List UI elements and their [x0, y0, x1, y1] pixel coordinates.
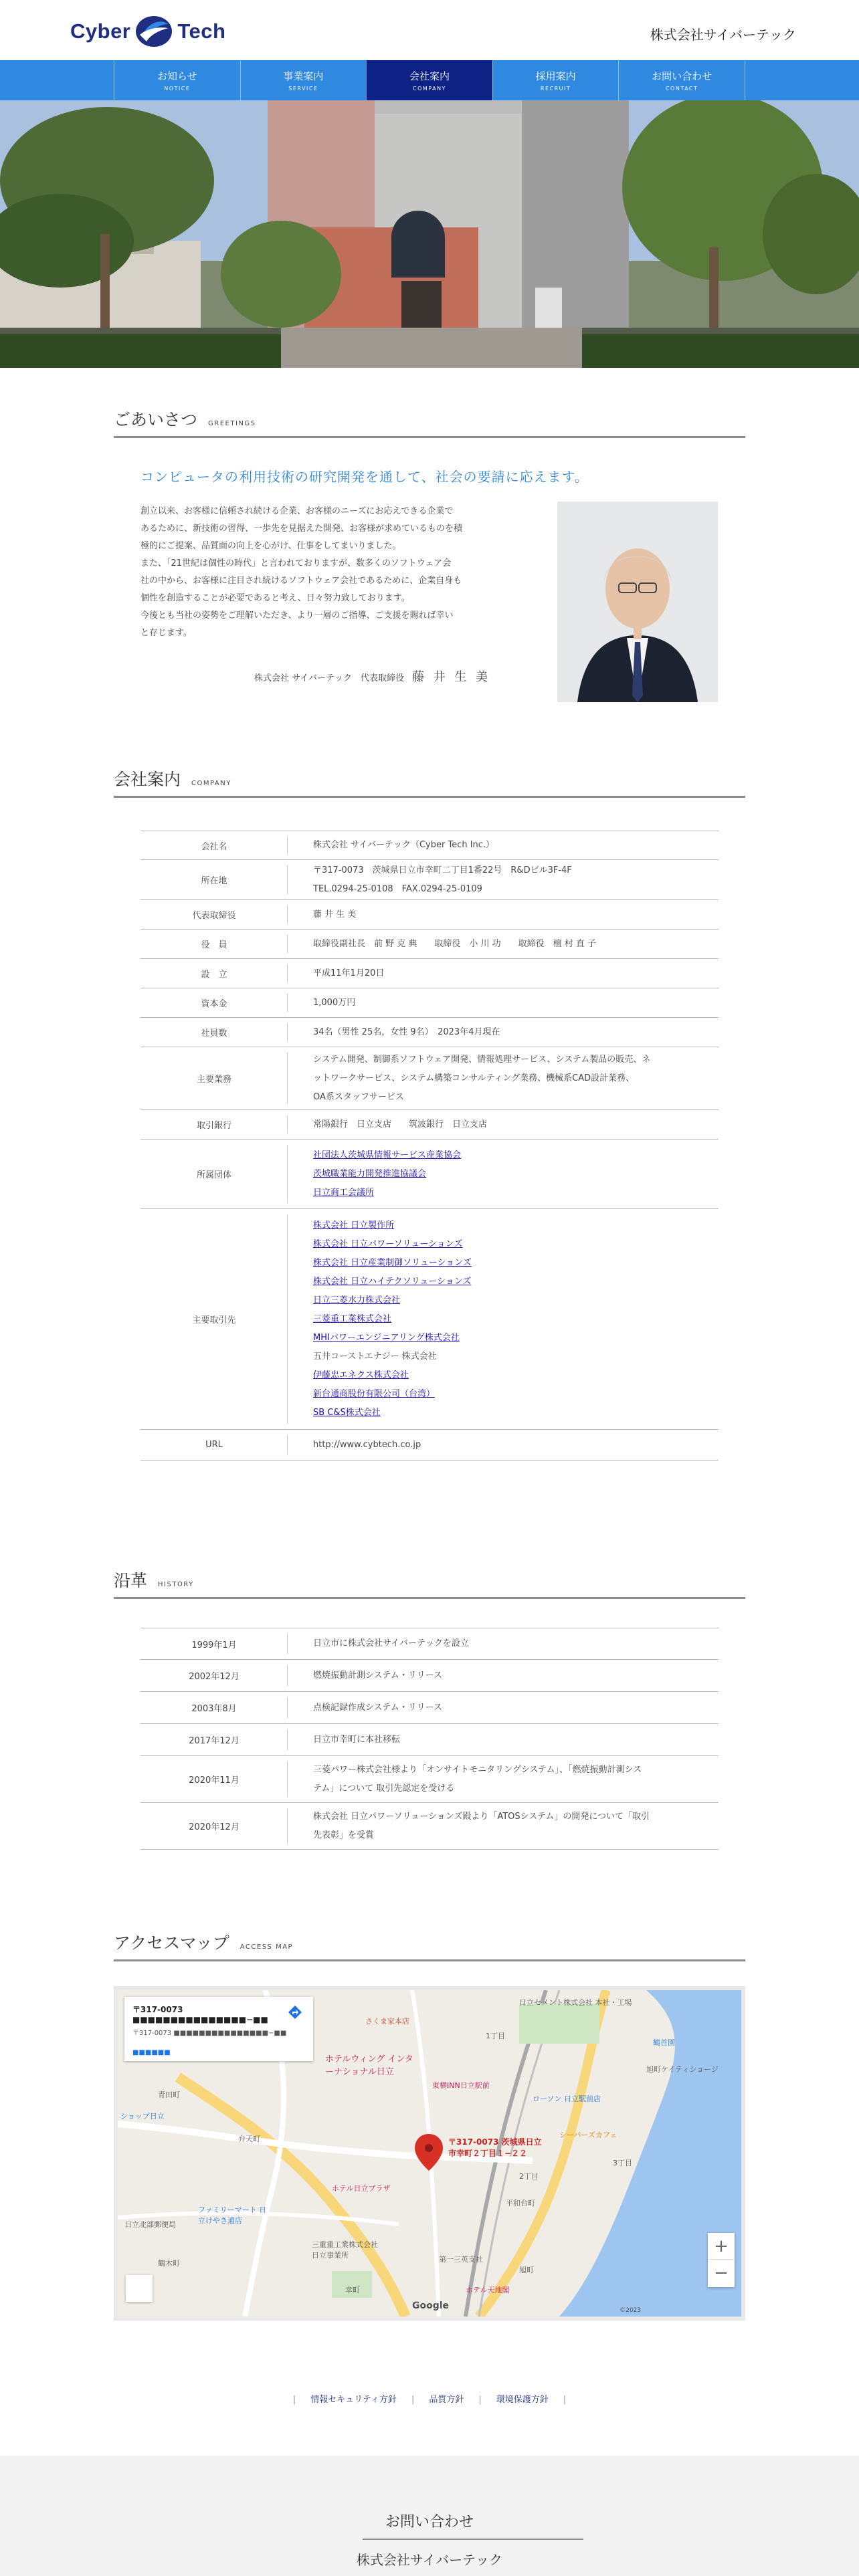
table-row-label: 2020年12月 [140, 1803, 288, 1849]
company-info-table [140, 831, 719, 1461]
map-label: 3丁目 [613, 2159, 632, 2167]
table-row-label: 2020年11月 [140, 1756, 288, 1802]
map-label: ファミリーマート 日立けやき通店 [198, 2206, 267, 2225]
map-label: 1丁目 [486, 2032, 505, 2040]
policy-separator: | [411, 2395, 415, 2405]
table-row-label: 設 立 [140, 959, 288, 988]
history-subtitle: HISTORY [158, 1581, 194, 1588]
org-link[interactable]: 三菱重工業株式会社 [313, 1313, 392, 1324]
org-link[interactable]: 新台通商股份有限公司（台湾） [313, 1388, 436, 1399]
footer-divider [363, 2539, 583, 2540]
map-place-card [124, 1997, 313, 2061]
map-label: 旭町 [519, 2266, 534, 2274]
table-row-label: 主要取引先 [140, 1209, 288, 1429]
company-subtitle: COMPANY [191, 780, 231, 787]
table-row-label: 主要業務 [140, 1047, 288, 1109]
company-title: 会社案内 [114, 770, 181, 789]
map-label: ローソン 日立駅前店 [533, 2095, 601, 2103]
map-label: ホテルウィング インターナショナル日立 [325, 2054, 413, 2077]
table-row-value [288, 1756, 719, 1802]
history-heading [114, 1568, 745, 1599]
table-cell-text: 1,000万円 [313, 997, 356, 1008]
table-cell-text: OA系スタッフサービス [313, 1091, 404, 1102]
map-zoom-control [708, 2233, 735, 2287]
map-label: 第一三英支社 [439, 2255, 483, 2264]
greetings-body-line: 社の中から、お客様に注目され続けるソフトウェア会社であるために、企業自身も [140, 576, 462, 586]
nav-item-label: お知らせ [157, 70, 197, 82]
map-label: 弁天町 [238, 2135, 260, 2143]
hero-building-photo [0, 100, 859, 368]
table-row-value [288, 1018, 719, 1047]
nav-item-sublabel: CONTACT [665, 86, 698, 92]
footer-contact-title[interactable]: お問い合わせ [385, 2514, 474, 2531]
header-company-name: 株式会社サイバーテック [650, 27, 796, 43]
org-link[interactable]: 日立三菱水力株式会社 [313, 1295, 401, 1305]
table-row [140, 959, 719, 988]
greetings-body-line: と存じます。 [140, 628, 192, 638]
map-label: 日立セメント株式会社 本社・工場 [519, 1998, 632, 2007]
map-label: シーパーズカフェ [559, 2131, 617, 2139]
table-cell-text: 常陽銀行 日立支店 筑波銀行 日立支店 [313, 1119, 488, 1130]
logo-text-left: Cyber [70, 19, 131, 43]
greetings-heading [114, 407, 745, 438]
nav-item-notice[interactable] [114, 60, 240, 100]
nav-item-sublabel: SERVICE [288, 86, 318, 92]
table-row [140, 860, 719, 900]
nav-item-recruit[interactable] [492, 60, 619, 100]
table-cell-text: 五井コーストエナジー 株式会社 [313, 1351, 437, 1362]
table-row-value [288, 831, 719, 859]
table-row [140, 1047, 719, 1110]
table-row [140, 1756, 719, 1803]
table-row-label: 所在地 [140, 860, 288, 899]
policy-link[interactable]: 情報セキュリティ方針 [310, 2395, 397, 2405]
access-title: アクセスマップ [114, 1933, 229, 1953]
map-label: 三重重工業株式会社 日立事業所 [312, 2240, 378, 2260]
table-row-value [288, 860, 719, 899]
map-label: 青田町 [158, 2090, 180, 2099]
table-cell-text: 燃焼振動計測システム・リリース [313, 1670, 443, 1681]
table-cell-text: システム開発、制御系ソフトウェア開発、情報処理サービス、システム製品の販売、ネ [313, 1054, 651, 1065]
map-pin-label [448, 2136, 542, 2159]
table-row [140, 831, 719, 860]
table-row-label: 社員数 [140, 1018, 288, 1047]
table-row-value [288, 1110, 719, 1139]
table-row-value [288, 988, 719, 1017]
table-row-label: 2002年12月 [140, 1660, 288, 1691]
table-row-value [288, 1209, 719, 1429]
table-row-label: 代表取締役 [140, 900, 288, 929]
table-row-label: 役 員 [140, 930, 288, 958]
table-row-value [288, 959, 719, 988]
site-logo[interactable] [70, 15, 225, 48]
table-row-value [288, 930, 719, 958]
table-row [140, 900, 719, 930]
access-heading [114, 1930, 745, 1961]
map-copyright: ©2023 [619, 2307, 641, 2314]
org-link[interactable]: 株式会社 日立産業制御ソリューションズ [313, 1257, 472, 1268]
table-row [140, 1209, 719, 1430]
table-row-value [288, 900, 719, 929]
table-row-value [288, 1047, 719, 1109]
site-header [0, 0, 859, 60]
table-row-label: 会社名 [140, 831, 288, 859]
greetings-body-line: 今後とも当社の姿勢をご理解いただき、より一層のご指導、ご支援を賜れば幸い [140, 611, 454, 621]
greetings-title: ごあいさつ [114, 410, 198, 429]
map-label: ホテル日立プラザ [332, 2184, 391, 2193]
nav-item-sublabel: RECRUIT [540, 86, 571, 92]
org-link[interactable]: SB C&S株式会社 [313, 1407, 381, 1418]
nav-item-label: 事業案内 [283, 70, 324, 82]
policy-link[interactable]: 環境保護方針 [496, 2395, 549, 2405]
table-row-label: 資本金 [140, 988, 288, 1017]
greetings-body-line: 個性を創造することが必要であると考え、日々努力致しております。 [140, 593, 410, 603]
table-cell-text: 34名（男性 25名，女性 9名） 2023年4月現在 [313, 1027, 500, 1037]
greetings-subtitle: GREETINGS [208, 420, 256, 427]
history-title: 沿革 [114, 1571, 148, 1590]
greetings-body-line: 極的にご提案、品質面の向上を心がけ、仕事をしてまいりました。 [140, 541, 401, 551]
table-row-value [288, 1660, 719, 1691]
logo-mark-icon [134, 15, 173, 48]
signature-name: 藤 井 生 美 [411, 670, 491, 684]
table-cell-text: 〒317-0073 茨城県日立市幸町二丁目1番22号 R&Dビル3F-4F [313, 865, 572, 875]
map-label: 鶴木町 [158, 2259, 180, 2268]
map-card-address: 〒317-0073 ■■■■■■■■■■■■■■■−■■ [132, 2030, 287, 2037]
table-row [140, 1140, 719, 1209]
greetings-body-line: あるために、新技術の習得、一歩先を見据えた開発、お客様が求めているものを積 [140, 524, 463, 534]
table-cell-text: テム」について 取引先認定を受ける [313, 1783, 455, 1794]
nav-item-label: 会社案内 [409, 70, 450, 82]
map-label: ショップ日立 [120, 2112, 165, 2121]
table-cell-text: 株式会社 サイバーテック（Cyber Tech Inc.） [313, 840, 495, 850]
street-view-pegman-icon[interactable] [126, 2275, 153, 2302]
table-row-value [288, 1692, 719, 1723]
table-cell-text: 藤 井 生 美 [313, 909, 357, 920]
greetings-body-line: 創立以来、お客様に信頼され続ける企業、お客様のニーズにお応えできる企業で [140, 506, 454, 516]
table-row [140, 1660, 719, 1692]
signature-prefix: 株式会社 サイバーテック 代表取締役 [254, 673, 404, 683]
table-row-label: 1999年1月 [140, 1628, 288, 1659]
greetings-signature [254, 667, 490, 685]
map-card-link[interactable]: ■■■■■■ [132, 2049, 171, 2056]
map-label: 2丁目 [519, 2172, 539, 2181]
table-row-label: 所属団体 [140, 1140, 288, 1208]
table-row-label: 2003年8月 [140, 1692, 288, 1723]
table-row [140, 1110, 719, 1140]
nav-item-label: 採用案内 [535, 70, 576, 82]
map-label: さくま家本店 [365, 2017, 409, 2026]
org-link[interactable]: 株式会社 日立ハイテクソリューションズ [313, 1276, 472, 1287]
table-cell-text: 日立市に株式会社サイバーテックを設立 [313, 1638, 469, 1648]
org-link[interactable]: 株式会社 日立パワーソリューションズ [313, 1239, 463, 1249]
nav-item-sublabel: COMPANY [413, 86, 446, 92]
greetings-body [140, 503, 515, 642]
table-cell-text: 先表彰」を受賞 [313, 1830, 375, 1840]
map-card-title: 〒317-0073 ■■■■■■■■■■■■■■■−■■ [132, 2005, 268, 2024]
policy-separator: | [292, 2395, 296, 2405]
table-row-label: URL [140, 1430, 288, 1460]
table-row-label: 取引銀行 [140, 1110, 288, 1139]
table-cell-text: 日立市幸町に本社移転 [313, 1734, 401, 1745]
table-cell-text: 点検記録作成システム・リリース [313, 1702, 443, 1713]
table-row-value [288, 1724, 719, 1755]
greetings-body-line: また、「21世紀は個性の時代」と言われておりますが、数多くのソフトウェア会 [140, 558, 452, 568]
table-row-value [288, 1430, 719, 1460]
nav-item-sublabel: NOTICE [164, 86, 191, 92]
table-row [140, 1724, 719, 1756]
policy-separator: | [563, 2395, 567, 2405]
nav-item-contact[interactable] [618, 60, 745, 100]
policy-separator: | [478, 2395, 482, 2405]
global-nav [0, 60, 859, 100]
org-link[interactable]: 社団法人茨城県情報サービス産業協会 [313, 1150, 462, 1160]
table-row-label: 2017年12月 [140, 1724, 288, 1755]
table-row [140, 1430, 719, 1461]
table-row [140, 988, 719, 1018]
table-cell-text: 平成11年1月20日 [313, 968, 385, 978]
table-cell-text: http://www.cybtech.co.jp [313, 1439, 421, 1450]
company-heading [114, 766, 745, 798]
table-row-value [288, 1140, 719, 1208]
greetings-lead: コンピュータの利用技術の研究開発を通して、社会の要請に応えます。 [140, 469, 589, 485]
table-row-value [288, 1628, 719, 1659]
nav-item-service[interactable] [240, 60, 367, 100]
map-label: 東横INN日立駅前 [432, 2081, 490, 2090]
zoom-in-button[interactable]: + [708, 2233, 735, 2260]
org-link[interactable]: 株式会社 日立製作所 [313, 1220, 395, 1230]
access-map[interactable] [114, 1986, 745, 2321]
org-link[interactable]: MHIパワーエンジニアリング株式会社 [313, 1332, 460, 1343]
map-label: 日立北部郵便局 [124, 2220, 176, 2229]
footer-company-name: 株式会社サイバーテック [356, 2552, 503, 2568]
table-cell-text: 取締役副社長 前 野 克 典 取締役 小 川 功 取締役 檀 村 直 子 [313, 938, 597, 949]
org-link[interactable]: 日立商工会議所 [313, 1187, 375, 1198]
table-cell-text: 株式会社 日立パワーソリューションズ殿より「ATOSシステム」の開発について「取引 [313, 1811, 650, 1822]
footer [0, 2456, 859, 2576]
map-label: 幸町 [345, 2286, 360, 2294]
history-table [140, 1628, 719, 1850]
table-row [140, 1803, 719, 1850]
table-row [140, 1692, 719, 1724]
google-logo: Google [412, 2300, 450, 2311]
org-link[interactable]: 伊藤忠エネクス株式会社 [313, 1370, 409, 1380]
map-pin-label-line2: 市幸町２丁目１−２２ [448, 2149, 528, 2158]
map-label: 旭町ケイティショージ [646, 2065, 719, 2074]
policy-links [0, 2392, 859, 2405]
table-row [140, 930, 719, 959]
org-link[interactable]: 茨城職業能力開発推進協議会 [313, 1168, 427, 1179]
ceo-portrait [557, 502, 718, 702]
table-cell-text: ットワークサービス、システム構築コンサルティング業務、機械系CAD設計業務、 [313, 1073, 635, 1083]
zoom-out-button[interactable]: − [714, 2263, 729, 2283]
map-label: 平和台町 [506, 2199, 535, 2208]
access-subtitle: ACCESS MAP [240, 1943, 294, 1951]
map-label: ホテル天地閣 [466, 2286, 510, 2294]
logo-text-right: Tech [177, 19, 226, 43]
table-row-value [288, 1803, 719, 1849]
nav-item-label: お問い合わせ [652, 70, 712, 82]
table-cell-text: TEL.0294-25-0108 FAX.0294-25-0109 [313, 883, 482, 894]
table-cell-text: 三菱パワー株式会社様より「オンサイトモニタリングシステム」、「燃焼振動計測シス [313, 1764, 642, 1775]
nav-item-company[interactable] [366, 60, 492, 100]
map-pin-label-line1: 〒317-0073 茨城県日立 [448, 2137, 542, 2147]
directions-icon[interactable] [288, 2005, 302, 2020]
map-label: 鶴首園 [653, 2038, 675, 2047]
table-row [140, 1628, 719, 1660]
table-row [140, 1018, 719, 1047]
policy-link[interactable]: 品質方針 [429, 2395, 464, 2405]
